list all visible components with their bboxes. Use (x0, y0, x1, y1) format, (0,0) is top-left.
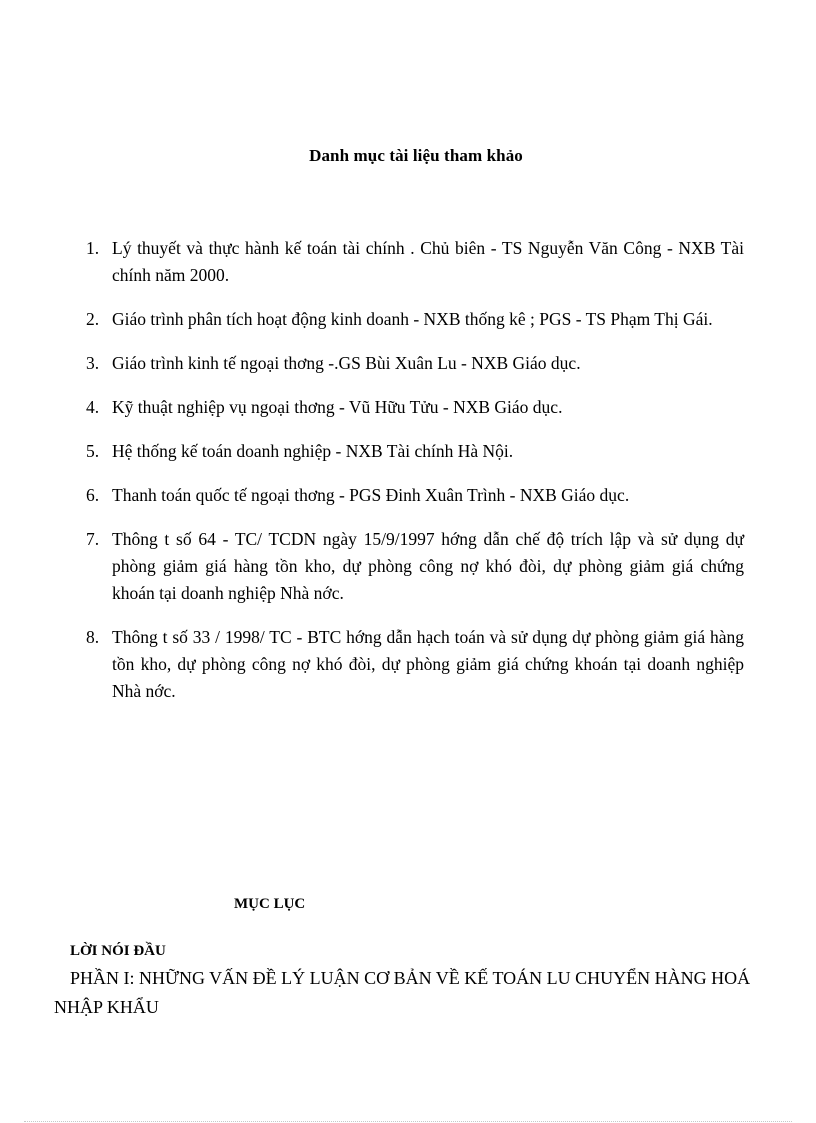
reference-item (86, 438, 744, 465)
reference-text: Kỹ thuật nghiệp vụ ngoại thơng - Vũ Hữu Tửu - NXB Giáo dục. (112, 397, 563, 417)
reference-number: 3. (86, 353, 100, 373)
toc-part1-entry: PHẦN I: NHỮNG VẤN ĐỀ LÝ LUẬN CƠ BẢN VỀ KẾ TOÁN LU CHUYỂN HÀNG HOÁ NHẬP KHẨU (54, 968, 751, 1017)
reference-number: 7. (86, 529, 100, 549)
reference-number: 5. (86, 441, 100, 461)
reference-item (86, 394, 744, 421)
toc-preface-entry: LỜI NÓI ĐẦU (70, 943, 166, 959)
reference-number: 4. (86, 397, 100, 417)
reference-text: Thanh toán quốc tế ngoại thơng - PGS Đinh Xuân Trình - NXB Giáo dục. (112, 485, 630, 505)
reference-text: Giáo trình kinh tế ngoại thơng -.GS Bùi Xuân Lu - NXB Giáo dục. (112, 353, 581, 373)
reference-number: 8. (86, 627, 100, 647)
page-break-divider (24, 1121, 792, 1122)
reference-text: Hệ thống kế toán doanh nghiệp - NXB Tài chính Hà Nội. (112, 441, 514, 461)
toc-title: MỤC LỤC (234, 896, 306, 912)
reference-list (86, 235, 744, 722)
reference-text: Thông t số 64 - TC/ TCDN ngày 15/9/1997 hớng dẫn chế độ trích lập và sử dụng dự phòng giảm giá hàng tồn kho, dự phòng công nợ khó đòi, dự phòng giảm giá chứng khoán tại doanh nghiệp Nhà nớc. (112, 529, 744, 603)
reference-item (86, 482, 744, 509)
reference-number: 1. (86, 238, 100, 258)
reference-item (86, 350, 744, 377)
reference-text: Giáo trình phân tích hoạt động kinh doanh - NXB thống kê ; PGS - TS Phạm Thị Gái. (112, 309, 713, 329)
reference-item (86, 235, 744, 289)
reference-text: Thông t số 33 / 1998/ TC - BTC hớng dẫn hạch toán và sử dụng dự phòng giảm giá hàng tồn kho, dự phòng công nợ khó đòi, dự phòng giảm giá chứng khoán tại doanh nghiệp Nhà nớc. (112, 627, 744, 701)
reference-item (86, 306, 744, 333)
reference-number: 2. (86, 309, 100, 329)
reference-number: 6. (86, 485, 100, 505)
reference-item (86, 624, 744, 705)
page-title: Danh mục tài liệu tham khảo (309, 146, 523, 165)
reference-item (86, 526, 744, 607)
reference-text: Lý thuyết và thực hành kế toán tài chính . Chủ biên - TS Nguyễn Văn Công - NXB Tài chính năm 2000. (112, 238, 744, 285)
